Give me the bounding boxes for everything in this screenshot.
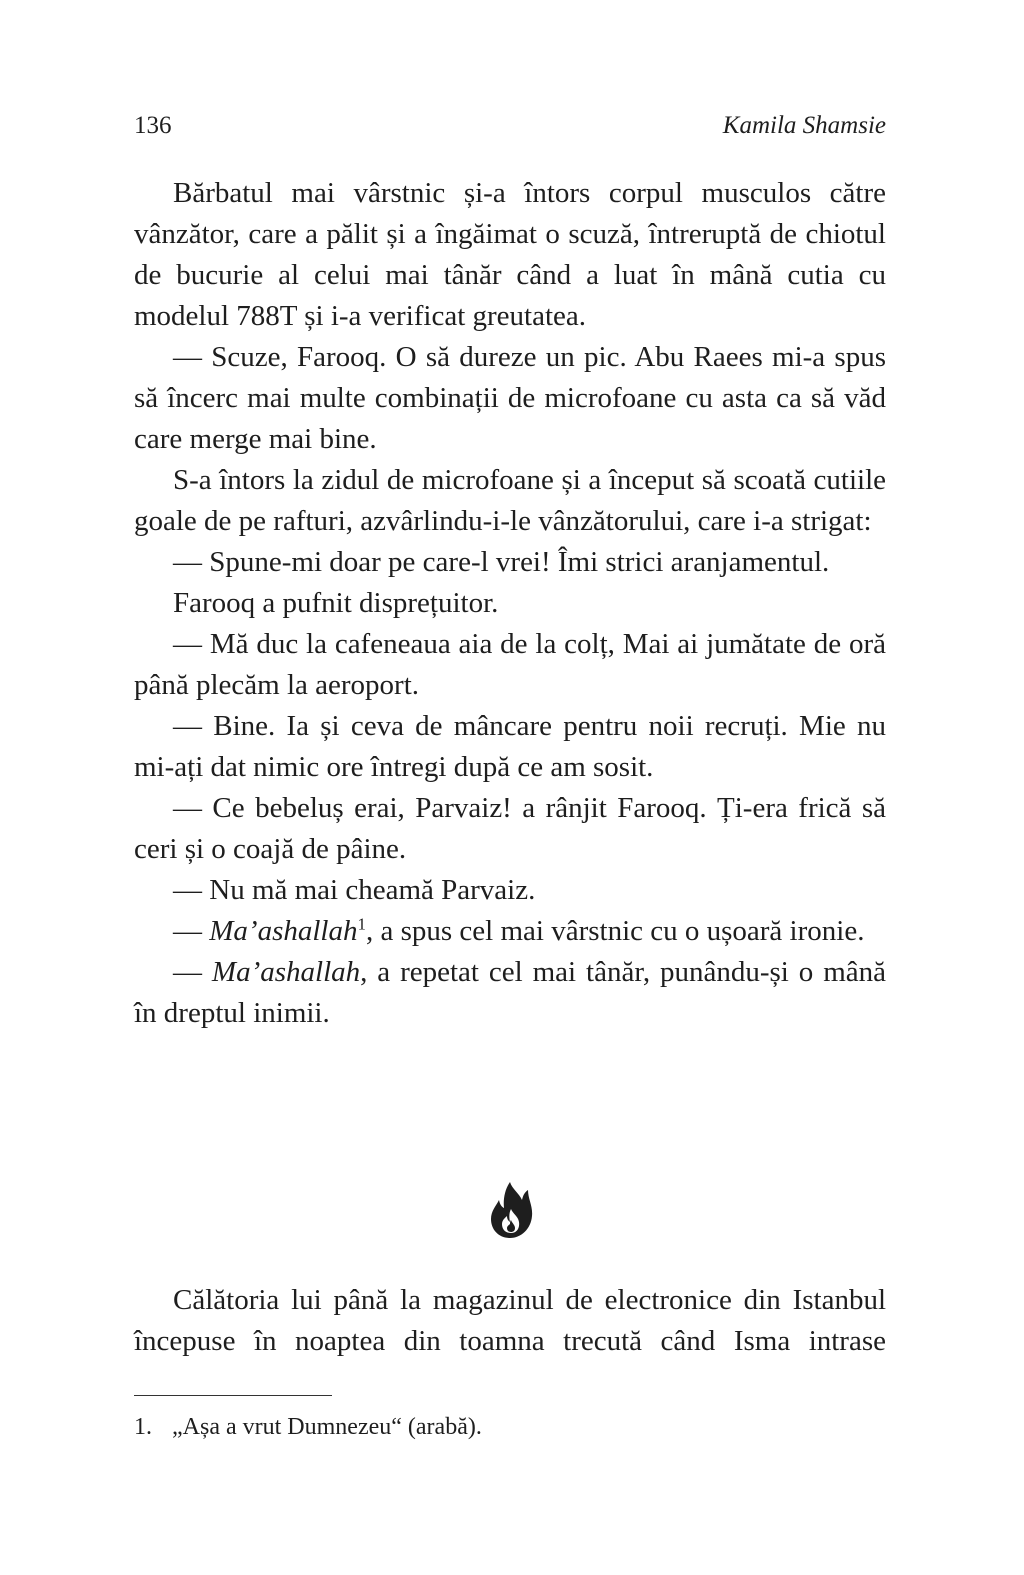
flame-icon [488,1180,534,1240]
paragraph-rest: , a repetat cel mai tânăr, punându-și o mână în dreptul inimii. [134,956,887,1029]
section-text [134,1280,886,1362]
dialogue-dash: — [173,956,212,988]
paragraph-rest: , a spus cel mai vârstnic cu o ușoară ironie. [365,915,865,947]
dialogue-dash: — [173,915,210,947]
italic-word: Ma’ashallah [209,915,358,947]
paragraph: — Mă duc la cafeneaua aia de la colț, Mai ai jumătate de oră până plecăm la aeroport. [134,628,886,701]
running-title: Kamila Shamsie [722,112,886,139]
body-text [134,173,886,1034]
paragraph [134,911,886,952]
paragraph: — Bine. Ia și ceva de mâncare pentru noii recruți. Mie nu mi-ați dat nimic ore întregi după ce am sosit. [134,710,886,783]
footnote-number: 1. [134,1414,152,1440]
section-ornament [488,1180,534,1240]
paragraph: — Ce bebeluș erai, Parvaiz! a rânjit Farooq. Ți-era frică să ceri și o coajă de pâine. [134,792,886,865]
footnote-text: „Așa a vrut Dumnezeu“ (arabă). [172,1414,482,1440]
italic-word: Ma’ashallah [211,956,361,988]
paragraph: — Nu mă mai cheamă Parvaiz. [173,874,536,906]
paragraph: Farooq a pufnit disprețuitor. [173,587,499,619]
paragraph [134,952,886,1034]
page-number: 136 [134,112,172,139]
footnote-divider [134,1395,332,1396]
footnote [134,1410,886,1444]
paragraph: — Scuze, Farooq. O să dureze un pic. Abu Raees mi-a spus să încerc mai multe combinații de microfoane cu asta ca să văd care merge mai bine. [134,341,886,455]
footnote-reference: 1 [357,914,366,934]
paragraph: S-a întors la zidul de microfoane și a început să scoată cutiile goale de pe rafturi, azvârlindu-i-le vânzătorului, care i-a strigat: [134,464,886,537]
paragraph: — Spune-mi doar pe care-l vrei! Îmi strici aranjamentul. [173,546,830,578]
paragraph: Bărbatul mai vârstnic și-a întors corpul musculos către vânzător, care a pălit și a îngăimat o scuză, întreruptă de chiotul de bucurie al celui mai tânăr când a luat în mână cutia cu modelul 788T și i-a verificat greutatea. [134,177,886,332]
page-header [134,112,886,146]
paragraph: Călătoria lui până la magazinul de electronice din Istanbul începuse în noaptea din toamna trecută când Isma intrase [134,1284,886,1357]
